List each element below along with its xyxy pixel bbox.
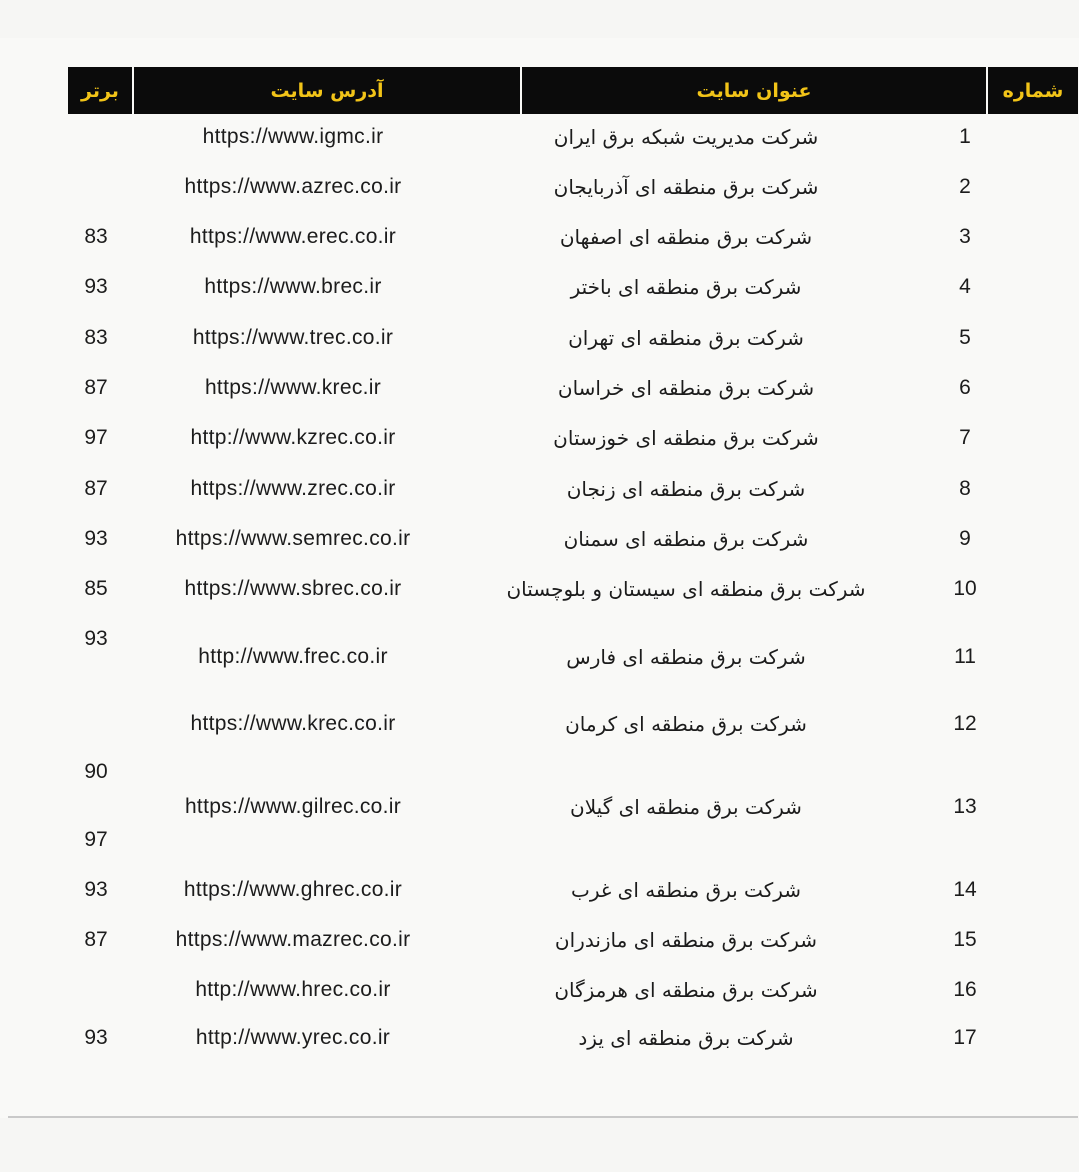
row-top-score: 87 (84, 376, 108, 399)
row-title: شرکت برق منطقه ای زنجان (566, 477, 806, 501)
row-top-score: 87 (84, 477, 108, 500)
row-top-score: 93 (84, 627, 108, 650)
row-url[interactable]: https://www.gilrec.co.ir (184, 795, 402, 818)
row-title: شرکت برق منطقه ای مازندران (554, 928, 818, 952)
row-url[interactable]: https://www.sbrec.co.ir (184, 577, 402, 600)
row-title: شرکت برق منطقه ای خوزستان (553, 426, 819, 450)
row-number: 17 (953, 1026, 977, 1049)
row-number: 6 (959, 376, 971, 399)
row-title: شرکت برق منطقه ای آذربایجان (553, 175, 819, 199)
row-top-score: 93 (84, 1026, 108, 1049)
row-title: شرکت برق منطقه ای اصفهان (559, 225, 813, 249)
row-url[interactable]: https://www.azrec.co.ir (184, 175, 402, 198)
page-edge-divider (8, 1116, 1078, 1118)
header-url: آدرس سایت (134, 67, 520, 114)
row-number: 5 (959, 326, 971, 349)
row-title: شرکت برق منطقه ای غرب (570, 878, 802, 902)
table-header (68, 67, 1064, 114)
row-title: شرکت برق منطقه ای یزد (578, 1026, 794, 1050)
row-number: 9 (959, 527, 971, 550)
row-title: شرکت برق منطقه ای کرمان (565, 712, 807, 736)
header-number: شماره (988, 67, 1078, 114)
header-top: برتر (68, 67, 132, 114)
row-number: 4 (959, 275, 971, 298)
row-url[interactable]: https://www.erec.co.ir (189, 225, 397, 248)
row-top-score: 97 (84, 828, 108, 851)
row-url[interactable]: https://www.zrec.co.ir (190, 477, 396, 500)
row-title: شرکت برق منطقه ای گیلان (570, 795, 802, 819)
row-number: 7 (959, 426, 971, 449)
row-number: 12 (953, 712, 977, 735)
row-url[interactable]: http://www.hrec.co.ir (195, 978, 391, 1001)
row-number: 3 (959, 225, 971, 248)
row-url[interactable]: https://www.krec.ir (204, 376, 382, 399)
row-url[interactable]: https://www.ghrec.co.ir (183, 878, 403, 901)
row-top-score: 87 (84, 928, 108, 951)
row-url[interactable]: https://www.krec.co.ir (190, 712, 396, 735)
row-title: شرکت مدیریت شبکه برق ایران (553, 125, 819, 149)
row-top-score: 83 (84, 326, 108, 349)
row-top-score: 97 (84, 426, 108, 449)
row-title: شرکت برق منطقه ای سیستان و بلوچستان (506, 577, 866, 601)
header-title: عنوان سایت (522, 67, 986, 114)
row-title: شرکت برق منطقه ای هرمزگان (554, 978, 818, 1002)
row-number: 13 (953, 795, 977, 818)
row-title: شرکت برق منطقه ای تهران (568, 326, 804, 350)
row-url[interactable]: http://www.kzrec.co.ir (190, 426, 396, 449)
row-url[interactable]: https://www.trec.co.ir (192, 326, 394, 349)
row-number: 1 (959, 125, 971, 148)
row-top-score: 93 (84, 878, 108, 901)
row-url[interactable]: https://www.semrec.co.ir (175, 527, 411, 550)
row-url[interactable]: https://www.mazrec.co.ir (175, 928, 411, 951)
row-url[interactable]: https://www.brec.ir (204, 275, 382, 298)
row-number: 2 (959, 175, 971, 198)
row-top-score: 83 (84, 225, 108, 248)
row-top-score: 93 (84, 275, 108, 298)
row-number: 16 (953, 978, 977, 1001)
row-url[interactable]: http://www.yrec.co.ir (195, 1026, 391, 1049)
row-title: شرکت برق منطقه ای خراسان (557, 376, 815, 400)
row-url[interactable]: https://www.igmc.ir (202, 125, 384, 148)
row-title: شرکت برق منطقه ای باختر (570, 275, 802, 299)
row-top-score: 90 (84, 760, 108, 783)
row-title: شرکت برق منطقه ای سمنان (563, 527, 809, 551)
row-number: 15 (953, 928, 977, 951)
row-title: شرکت برق منطقه ای فارس (566, 645, 806, 669)
row-number: 11 (954, 645, 976, 668)
row-url[interactable]: http://www.frec.co.ir (198, 645, 388, 668)
row-number: 10 (953, 577, 977, 600)
row-number: 8 (959, 477, 971, 500)
row-number: 14 (953, 878, 977, 901)
row-top-score: 85 (84, 577, 108, 600)
row-top-score: 93 (84, 527, 108, 550)
